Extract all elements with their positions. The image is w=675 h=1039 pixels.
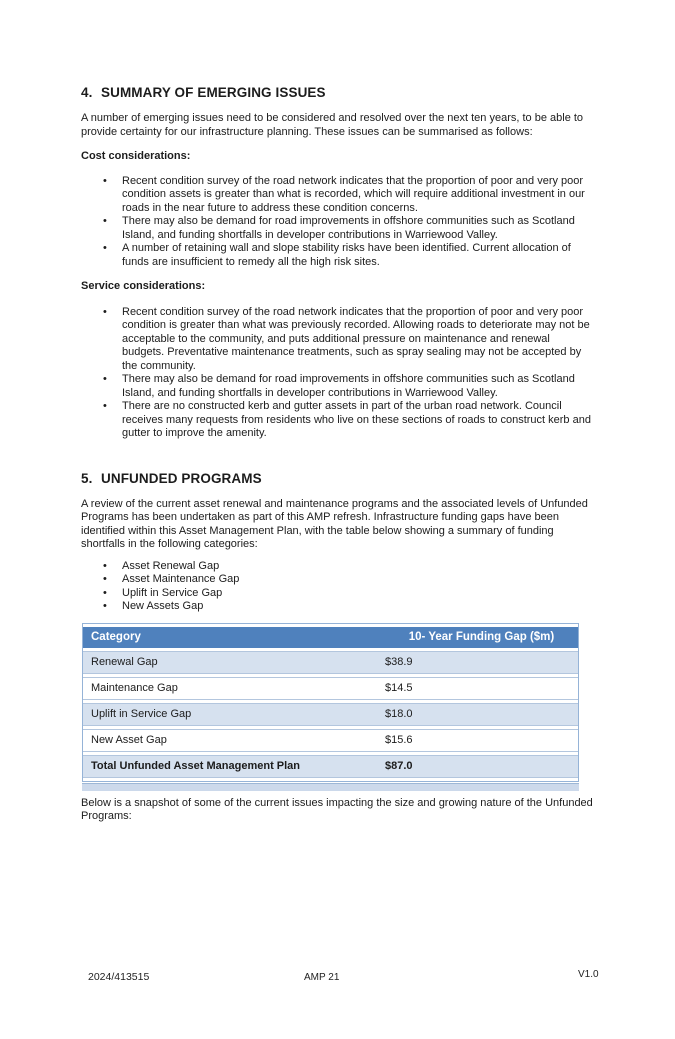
section-4-heading <box>81 85 595 101</box>
funding-gap-table <box>82 623 579 782</box>
table-header-row <box>83 627 578 648</box>
section-5-intro: A review of the current asset renewal and maintenance programs and the associated levels of Unfunded Programs has been undertaken as part of this AMP refresh. Infrastructure funding gaps have been identified within this Asset Management Plan, with the table below showing a summary of funding shortfalls in the following categories: <box>81 497 588 550</box>
value-cell: $14.5 <box>377 677 578 700</box>
section-4-intro: A number of emerging issues need to be considered and resolved over the next ten years, to be able to provide certainty for our infrastructure planning. These issues can be summarised as follows: <box>81 112 584 138</box>
list-item: • There may also be demand for road improvements in offshore communities such as Scotland Island, and funding shortfalls in developer contributions in Warriewood Valley. <box>122 373 595 400</box>
funding-gap-category-list <box>0 560 595 614</box>
service-considerations-label: Service considerations: <box>81 280 206 292</box>
section-5-number: 5. <box>81 470 93 486</box>
list-item: • Recent condition survey of the road network indicates that the proportion of poor and very poor condition assets is greater than what is recorded, which will require additional investment in our roads in the near future to address these condition concerns. <box>122 175 595 216</box>
section-4-number: 4. <box>81 85 93 100</box>
section-5-outro: Below is a snapshot of some of the current issues impacting the size and growing nature of the Unfunded Programs: <box>81 796 593 822</box>
value-cell: $15.6 <box>377 729 578 752</box>
table-row-uplift-in-service-gap <box>83 703 578 726</box>
cost-considerations-label: Cost considerations: <box>81 150 191 162</box>
category-cell: New Asset Gap <box>83 729 377 752</box>
total-value-cell: $87.0 <box>377 755 578 778</box>
value-cell: $18.0 <box>377 703 578 726</box>
footer-version: V1.0 <box>578 969 599 980</box>
category-cell: Uplift in Service Gap <box>83 703 377 726</box>
list-item: • A number of retaining wall and slope stability risks have been identified. Current allocation of funds are insufficient to remedy all the high risk sites. <box>122 242 595 269</box>
table-header-funding-gap: 10- Year Funding Gap ($m) <box>377 627 578 648</box>
total-label-cell: Total Unfunded Asset Management Plan <box>83 755 377 778</box>
list-item: • Recent condition survey of the road network indicates that the proportion of poor and very poor condition is greater than what was previously recorded. Allowing roads to deteriorate may not be acceptable to the community, and puts additional pressure on maintenance and renewal budgets. Preventative maintenance treatments, such as spray sealing may not be accepted by the community. <box>122 306 595 374</box>
document-page <box>0 85 675 1039</box>
category-cell: Renewal Gap <box>83 651 377 674</box>
list-item: • There may also be demand for road improvements in offshore communities such as Scotland Island, and funding shortfalls in developer contributions in Warriewood Valley. <box>122 215 595 242</box>
section-5-heading <box>81 471 595 487</box>
value-cell: $38.9 <box>377 651 578 674</box>
cost-considerations-list <box>0 175 595 270</box>
table-row-maintenance-gap <box>83 677 578 700</box>
list-item: • Asset Renewal Gap <box>122 560 595 574</box>
table-row-new-asset-gap <box>83 729 578 752</box>
section-4-title: SUMMARY OF EMERGING ISSUES <box>101 85 326 100</box>
category-cell: Maintenance Gap <box>83 677 377 700</box>
service-considerations-list <box>0 306 595 441</box>
footer-page-label: AMP 21 <box>304 972 340 983</box>
table-row-renewal-gap <box>83 651 578 674</box>
list-item: • Asset Maintenance Gap <box>122 573 595 587</box>
table-bottom-strip <box>82 783 579 791</box>
footer-document-number: 2024/413515 <box>88 971 150 983</box>
list-item: • New Assets Gap <box>122 600 595 614</box>
list-item: • There are no constructed kerb and gutter assets in part of the urban road network. Council receives many requests from residents who live on these sections of roads to construct kerb and gutter to improve the amenity. <box>122 400 595 441</box>
section-5-title: UNFUNDED PROGRAMS <box>101 470 262 486</box>
list-item: • Uplift in Service Gap <box>122 587 595 601</box>
table-header-category: Category <box>83 627 377 648</box>
table-total-row <box>83 755 578 778</box>
